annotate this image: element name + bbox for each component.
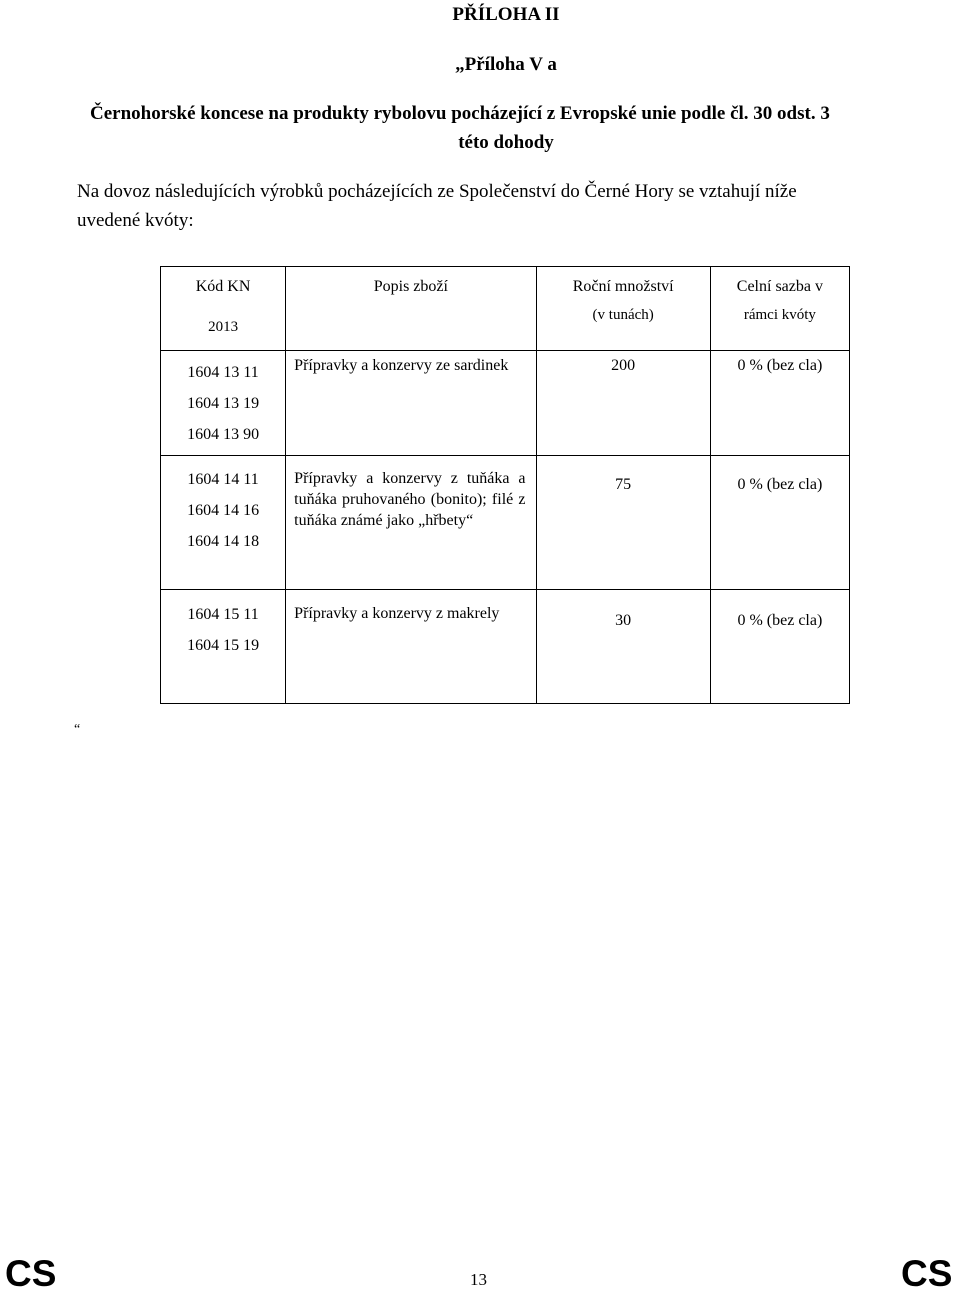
annex-title: PŘÍLOHA II: [452, 4, 560, 25]
header-code-cell: [161, 267, 286, 351]
table-header-row: [161, 267, 850, 351]
row-rate-cell: [710, 351, 849, 456]
cn-code: 1604 14 11: [187, 471, 259, 488]
intro-line-2: uvedené kvóty:: [77, 210, 194, 231]
product-description: Přípravky a konzervy ze sardinek: [294, 357, 509, 374]
cn-code: 1604 15 19: [187, 637, 260, 654]
language-code-left: CS: [5, 1253, 57, 1294]
table-row: [161, 456, 850, 590]
intro-line-1: Na dovoz následujících výrobků pocházejících ze Společenství do Černé Hory se vztahují níže: [77, 181, 797, 202]
row-description-cell: [286, 590, 536, 704]
heading-line-2: této dohody: [458, 132, 554, 153]
annual-quantity: 30: [615, 612, 632, 629]
duty-rate: 0 % (bez cla): [737, 357, 823, 374]
header-rate-cell: [710, 267, 849, 351]
row-codes-cell: [161, 590, 286, 704]
row-quantity-cell: [536, 456, 710, 590]
annex-subtitle: „Příloha V a: [455, 54, 557, 75]
cn-code: 1604 14 18: [187, 533, 260, 550]
product-description: Přípravky a konzervy z makrely: [294, 605, 500, 622]
language-code-right: CS: [901, 1253, 953, 1294]
header-code-label: Kód KN: [195, 278, 251, 295]
row-quantity-cell: [536, 590, 710, 704]
row-quantity-cell: [536, 351, 710, 456]
row-description-cell: [286, 351, 536, 456]
header-quantity-unit: (v tunách): [592, 307, 654, 323]
header-description-label: Popis zboží: [373, 278, 448, 295]
row-description-cell: [286, 456, 536, 590]
quota-table: [160, 266, 850, 704]
closing-quote: “: [74, 722, 81, 737]
cn-code: 1604 13 90: [187, 426, 260, 443]
annual-quantity: 200: [611, 357, 636, 374]
row-codes-cell: [161, 456, 286, 590]
row-codes-cell: [161, 351, 286, 456]
header-quantity-cell: [536, 267, 710, 351]
duty-rate: 0 % (bez cla): [737, 476, 823, 493]
row-rate-cell: [710, 456, 849, 590]
header-code-year: 2013: [208, 319, 239, 335]
table-row: [161, 590, 850, 704]
header-quantity-label: Roční množství: [572, 278, 674, 295]
cn-code: 1604 13 19: [187, 395, 260, 412]
header-rate-label: Celní sazba v: [736, 278, 823, 295]
cn-code: 1604 14 16: [187, 502, 260, 519]
product-description: Přípravky a konzervy z tuňáka a tuňáka pruhovaného (bonito); filé z tuňáka známé jako „hřbety“: [294, 470, 526, 529]
duty-rate: 0 % (bez cla): [737, 612, 823, 629]
heading-line-1: Černohorské koncese na produkty rybolovu pocházející z Evropské unie podle čl. 30 odst. 3: [90, 103, 830, 124]
header-description-cell: [286, 267, 536, 351]
annual-quantity: 75: [615, 476, 632, 493]
cn-code: 1604 15 11: [187, 606, 259, 623]
cn-code: 1604 13 11: [187, 364, 259, 381]
header-rate-label-2: rámci kvóty: [743, 307, 816, 323]
row-rate-cell: [710, 590, 849, 704]
page-number: 13: [470, 1270, 487, 1289]
table-row: [161, 351, 850, 456]
